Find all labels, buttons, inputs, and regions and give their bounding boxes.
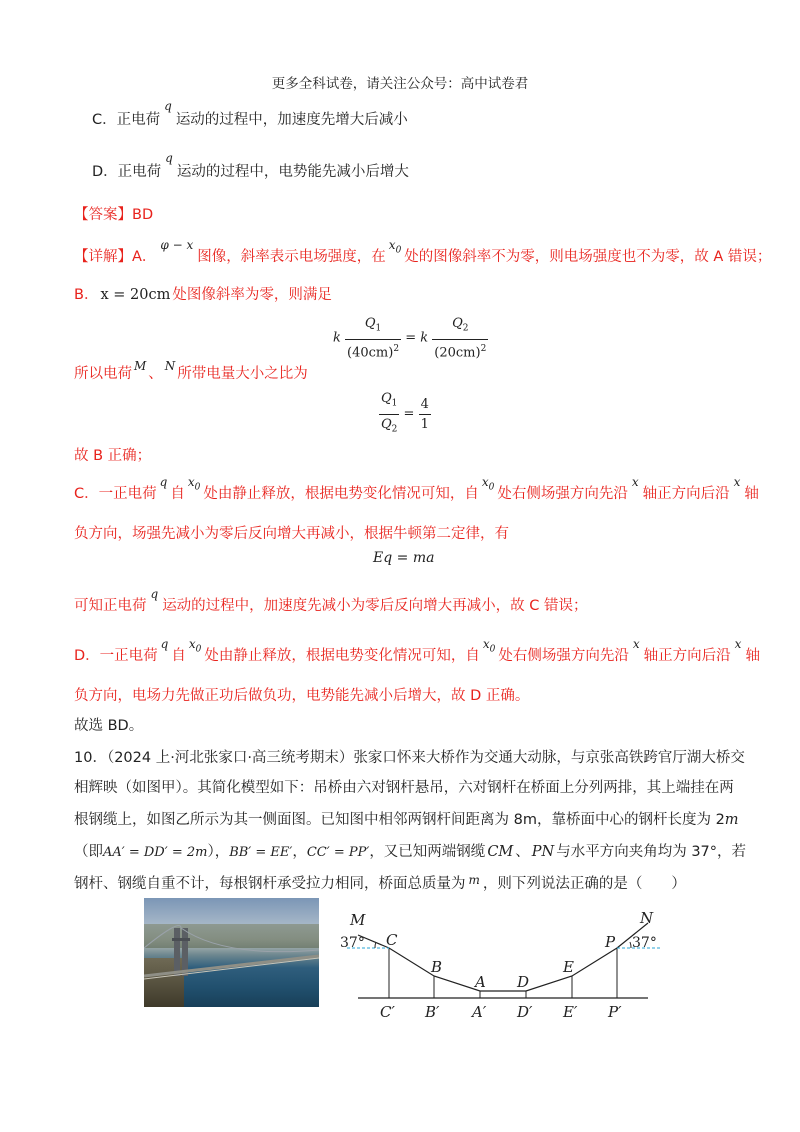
ratio-intro: 所以电荷 $^M$ 、 $^N$ 所带电量大小之比为 (74, 359, 308, 382)
angle-label-right: 37° (632, 935, 657, 951)
newton-equation: Eq = ma (373, 550, 435, 566)
question-10-line3: 根钢缆上，如图乙所示为其一侧面图。已知图中相邻两钢杆间距离为 8m，靠桥面中心的钢杆长度为 2m (74, 812, 739, 828)
b-conclusion: 故 B 正确； (74, 448, 152, 464)
detail-d-line2: 负方向，电场力先做正功后做负功，电势能先减小后增大，故 D 正确。 (74, 688, 530, 704)
detail-c-line3: 可知正电荷$^q$运动的过程中，加速度先减小为零后反向增大再减小，故 C 错误； (74, 587, 588, 614)
label-m: M (350, 911, 366, 929)
label-d-prime: D′ (517, 1003, 533, 1020)
label-a: A (475, 973, 486, 991)
label-d: D (517, 973, 530, 991)
label-e-prime: E′ (563, 1003, 578, 1020)
label-c-prime: C′ (380, 1003, 395, 1020)
bridge-photo (144, 898, 319, 1007)
coulomb-equation: k $\frac{Q_1}{(40cm)^2}$ = k $\frac{Q_2}{(20cm)^2}$ (333, 316, 487, 360)
label-a-prime: A′ (472, 1003, 487, 1020)
option-d: D．正电荷$^q$运动的过程中，电势能先减小后增大 (92, 151, 409, 180)
question-10-line4: （即AA′ = DD′ = 2m），BB′ = EE′，CC′ = PP′，又已知两端钢缆 CM 、 PN 与水平方向夹角均为 37°，若 (74, 844, 747, 860)
detail-b-intro: B． x = 20cm 处图像斜率为零，则满足 (74, 287, 332, 303)
answer: 【答案】BD (74, 207, 154, 223)
label-b-prime: B′ (425, 1003, 440, 1020)
ratio-equation: $\frac{Q_1}{Q_2}$ = $\frac{4}{1}$ (381, 391, 429, 435)
detail-c-line2: 负方向，场强先减小为零后反向增大再减小，根据牛顿第二定律，有 (74, 526, 509, 542)
question-10-line5: 钢杆、钢缆自重不计，每根钢杆承受拉力相同，桥面总质量为 $^m$ ，则下列说法正确的是（ ） (74, 873, 686, 892)
question-10-line2: 相辉映（如图甲）。其简化模型如下：吊桥由六对钢杆悬吊，六对钢杆在桥面上分列两排，其上端挂在两 (74, 780, 734, 796)
detail-c-line1: C．一正电荷$^q$自$^{x_0}$ 处由静止释放，根据电势变化情况可知，自$^{x_0}$ 处右侧场强方向先沿$^x$轴正方向后沿$^x$轴 (74, 475, 759, 502)
final-answer: 故选 BD。 (74, 718, 144, 734)
question-10-line1: 10．（2024 上·河北张家口·高三统考期末）张家口怀来大桥作为交通大动脉，与京张高铁跨官厅湖大桥交 (74, 750, 745, 766)
angle-label-left: 37° (340, 935, 365, 951)
page-header: 更多全科试卷，请关注公众号：高中试卷君 (271, 76, 529, 92)
label-b: B (431, 958, 443, 976)
label-p-prime: P′ (608, 1003, 622, 1020)
angle-arc-left (375, 942, 376, 948)
label-n: N (640, 909, 654, 927)
option-c: C．正电荷$^q$运动的过程中，加速度先增大后减小 (92, 99, 408, 128)
detail-a: 【详解】A．$^{\varphi - x}$图像，斜率表示电场强度，在$^{x_0}$ 处的图像斜率不为零，则电场强度也不为零，故 A 错误； (74, 238, 772, 265)
label-e: E (563, 958, 574, 976)
detail-d-line1: D．一正电荷$^q$自$^{x_0}$ 处由静止释放，根据电势变化情况可知，自$^{x_0}$ 处右侧场强方向先沿$^x$轴正方向后沿$^x$轴 (74, 637, 760, 664)
bridge-diagram (330, 905, 670, 1020)
angle-arc-right (630, 942, 631, 948)
label-c: C (386, 931, 398, 949)
label-p: P (605, 933, 616, 951)
